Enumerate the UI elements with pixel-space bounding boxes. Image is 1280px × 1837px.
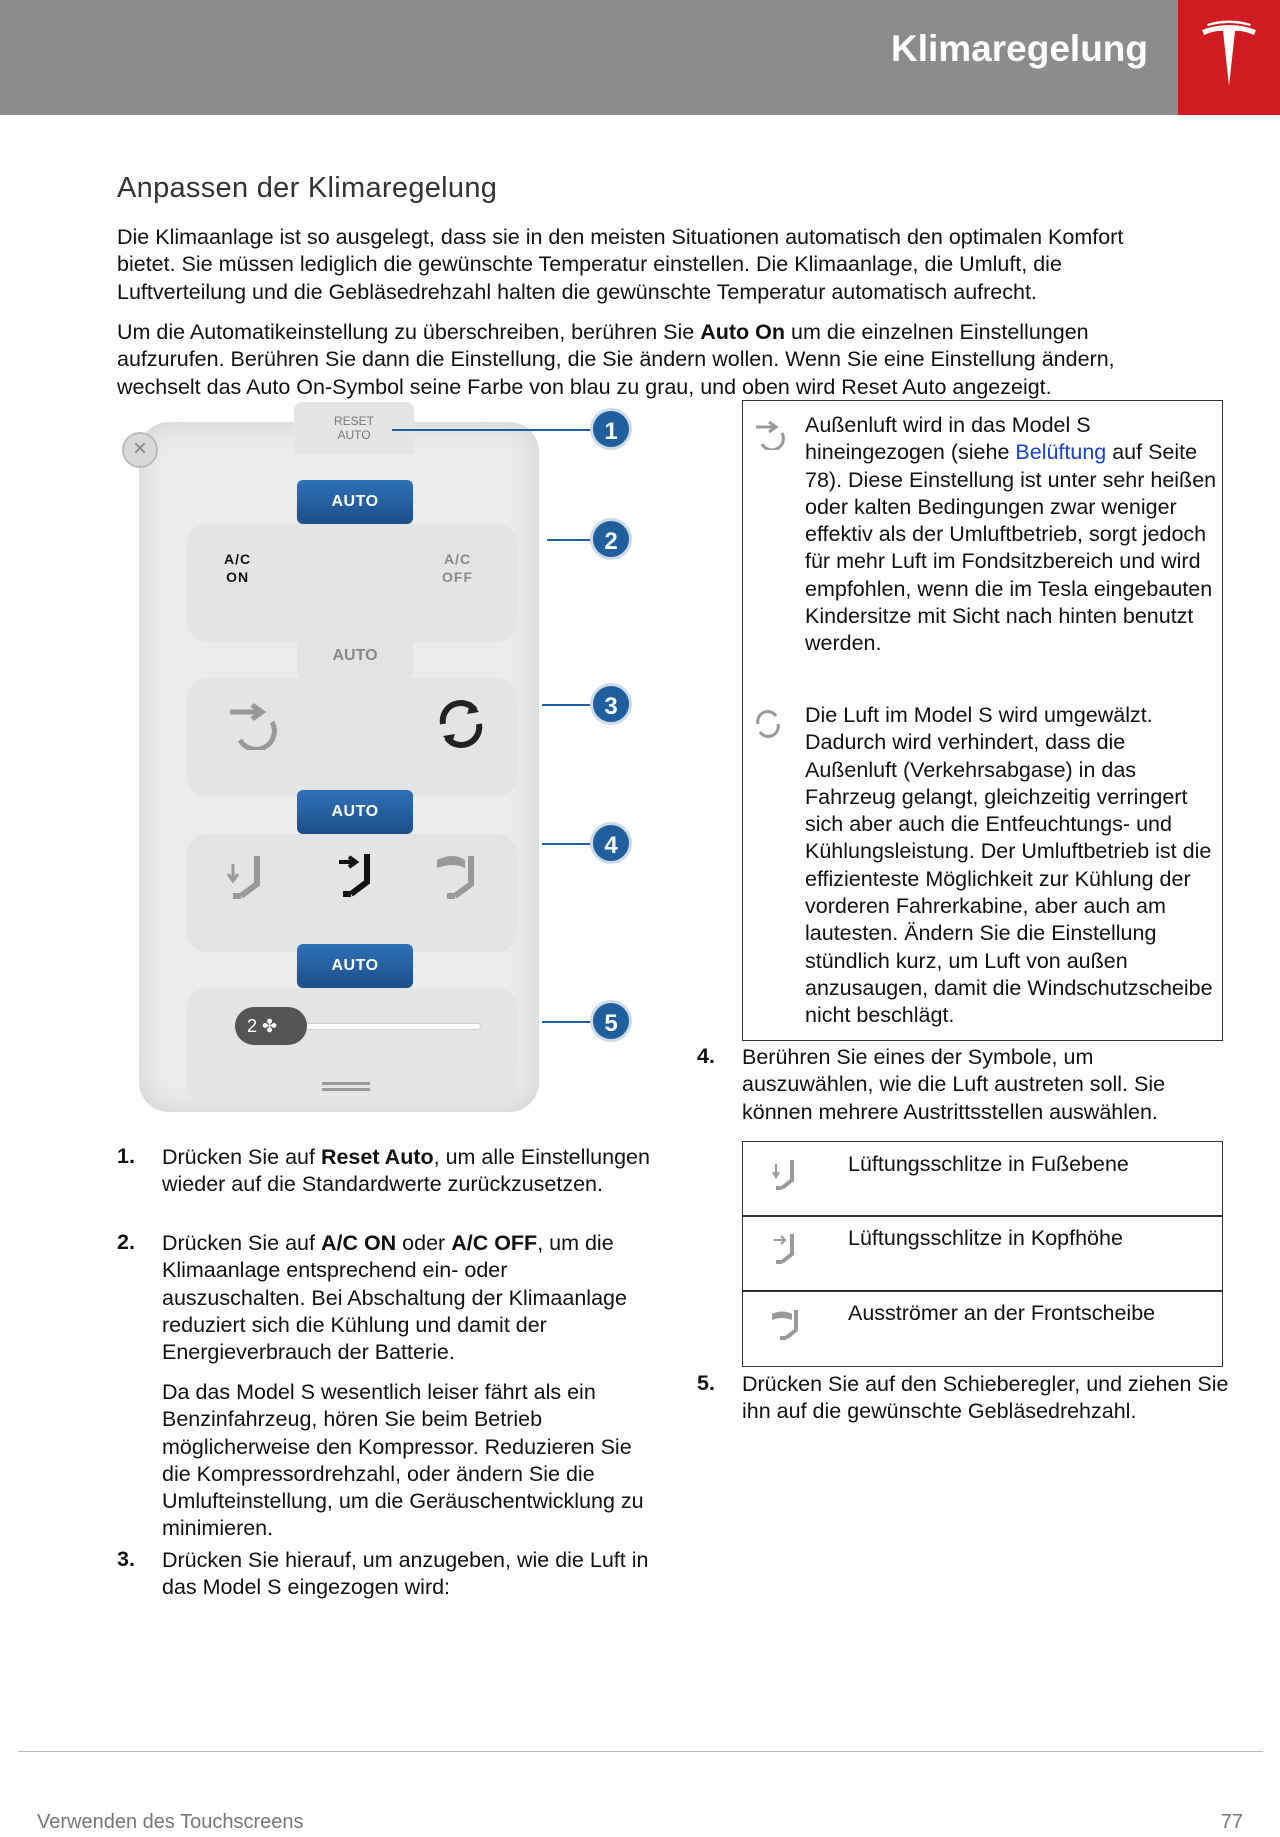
ac-auto-button[interactable]: AUTO bbox=[297, 480, 413, 524]
ac-on-button[interactable]: A/C ON bbox=[224, 551, 252, 585]
intro-paragraph-2: Um die Automatikeinstellung zu überschreiben, berühren Sie Auto On um die einzelnen Einstellungen aufzurufen. Berühren Sie dann die Einstellung, die Sie ändern wollen. Wenn Sie eine Einstellung ändern, wechselt das Auto On-Symbol seine Farbe von blau zu grau, und oben wird Reset Auto angezeigt. bbox=[117, 320, 1115, 399]
foot-vent-icon bbox=[772, 1156, 806, 1196]
step-5-text: Drücken Sie auf den Schieberegler, und ziehen Sie ihn auf die gewünschte Gebläsedrehzahl. bbox=[742, 1372, 1229, 1424]
windshield-defrost-icon bbox=[770, 1306, 810, 1344]
windshield-defrost-icon[interactable] bbox=[435, 850, 491, 906]
fan-speed-value: 2 bbox=[247, 1016, 258, 1036]
footer-rule bbox=[18, 1751, 1263, 1752]
intro-paragraph-1: Die Klimaanlage ist so ausgelegt, dass sie in den meisten Situationen automatisch den optimalen Komfort bietet. Sie müssen lediglich die gewünschte Temperatur einstellen. Die Klimaanlage, die Umluft, die Luftverteilung und die Gebläsedrehzahl halten die gewünschte Temperatur automatisch aufrecht. bbox=[117, 225, 1124, 304]
close-icon[interactable]: × bbox=[122, 432, 158, 468]
foot-vent-icon[interactable] bbox=[227, 850, 277, 906]
vent-label-face: Lüftungsschlitze in Kopfhöhe bbox=[848, 1226, 1123, 1250]
recirculate-icon bbox=[752, 708, 784, 740]
step-3-text: Drücken Sie hierauf, um anzugeben, wie die Luft in das Model S eingezogen wird: bbox=[162, 1548, 649, 1600]
outside-air-icon bbox=[752, 418, 788, 450]
section-title: Anpassen der Klimaregelung bbox=[117, 172, 498, 204]
fan-auto-button[interactable]: AUTO bbox=[297, 944, 413, 988]
vent-label-windshield: Ausströmer an der Frontscheibe bbox=[848, 1301, 1156, 1325]
face-vent-icon[interactable] bbox=[337, 848, 387, 906]
callout-4: 4 bbox=[590, 822, 632, 864]
outside-air-icon[interactable] bbox=[222, 698, 282, 750]
ac-off-button[interactable]: A/C OFF bbox=[442, 551, 473, 585]
vent-label-foot: Lüftungsschlitze in Fußebene bbox=[848, 1152, 1129, 1176]
header-title: Klimaregelung bbox=[891, 28, 1148, 69]
tesla-logo bbox=[1178, 0, 1280, 115]
step-3-number: 3. bbox=[117, 1547, 135, 1571]
callout-1: 1 bbox=[590, 408, 632, 450]
page-number: 77 bbox=[1220, 1811, 1243, 1833]
drawer-handle[interactable] bbox=[322, 1082, 370, 1085]
callout-2: 2 bbox=[590, 518, 632, 560]
step-4-number: 4. bbox=[697, 1044, 715, 1068]
vent-auto-button[interactable]: AUTO bbox=[297, 790, 413, 834]
callout-3: 3 bbox=[590, 683, 632, 725]
fan-icon: ✤ bbox=[262, 1016, 278, 1036]
climate-control-figure bbox=[117, 402, 637, 1122]
fan-speed-knob[interactable] bbox=[235, 1007, 307, 1045]
vent-table-divider bbox=[742, 1290, 1223, 1292]
recirculate-icon[interactable] bbox=[433, 696, 489, 752]
step-5-number: 5. bbox=[697, 1371, 715, 1395]
step-2-text: Drücken Sie auf A/C ON oder A/C OFF, um die Klimaanlage entsprechend ein- oder auszuschalten. Bei Abschaltung der Klimaanlage reduziert sich die Kühlung und damit der Energieverbrauch der Batterie. bbox=[162, 1231, 627, 1365]
callout-line-1 bbox=[392, 429, 598, 431]
callout-5: 5 bbox=[590, 1000, 632, 1042]
fan-tray bbox=[187, 988, 517, 1106]
vent-table-divider bbox=[742, 1215, 1223, 1217]
footer-section: Verwenden des Touchscreens bbox=[37, 1811, 304, 1833]
step-2-number: 2. bbox=[117, 1230, 135, 1254]
step-1-number: 1. bbox=[117, 1144, 135, 1168]
step-4-text: Berühren Sie eines der Symbole, um auszuwählen, wie die Luft austreten soll. Sie können mehrere Austrittsstellen auswählen. bbox=[742, 1045, 1166, 1124]
step-2-note: Da das Model S wesentlich leiser fährt als ein Benzinfahrzeug, hören Sie beim Betrieb möglicherweise den Kompressor. Reduzieren Sie die Kompressordrehzahl, oder ändern Sie die Umlufteinstellung, um die Geräuschentwicklung zu minimieren. bbox=[162, 1380, 644, 1541]
outside-air-description: Außenluft wird in das Model S hineingezogen (siehe Belüftung auf Seite 78). Diese Einstellung ist unter sehr heißen oder kalten Bedingungen zwar weniger effektiv als der Umluftbetrieb, sorgt jedoch für mehr Luft im Fondsitzbereich und wird empfohlen, wenn die im Tesla eingebauten Kindersitze mit Sicht nach hinten benutzt werden. bbox=[805, 413, 1217, 656]
belueftung-link[interactable]: Belüftung bbox=[1015, 440, 1107, 465]
face-vent-icon bbox=[772, 1230, 806, 1270]
step-1-text: Drücken Sie auf Reset Auto, um alle Einstellungen wieder auf die Standardwerte zurückzusetzen. bbox=[162, 1145, 650, 1197]
recirculate-description: Die Luft im Model S wird umgewälzt. Dadurch wird verhindert, dass die Außenluft (Verkehrsabgase) in das Fahrzeug gelangt, gleichzeitig verringert sich aber auch die Entfeuchtungs- und Kühlungsleistung. Der Umluftbetrieb ist die effizienteste Möglichkeit zur Kühlung der vorderen Fahrerkabine, aber auch am lautesten. Ändern Sie die Einstellung stündlich kurz, um Luft von außen anzusaugen, damit die Windschutzscheibe nicht beschlägt. bbox=[805, 703, 1213, 1028]
tesla-t-icon bbox=[1199, 20, 1259, 90]
reset-auto-button[interactable]: RESET AUTO bbox=[294, 402, 414, 454]
page-header bbox=[0, 0, 1178, 115]
fan-speed-slider[interactable] bbox=[297, 1024, 480, 1029]
recirc-auto-button[interactable]: AUTO bbox=[297, 634, 413, 678]
